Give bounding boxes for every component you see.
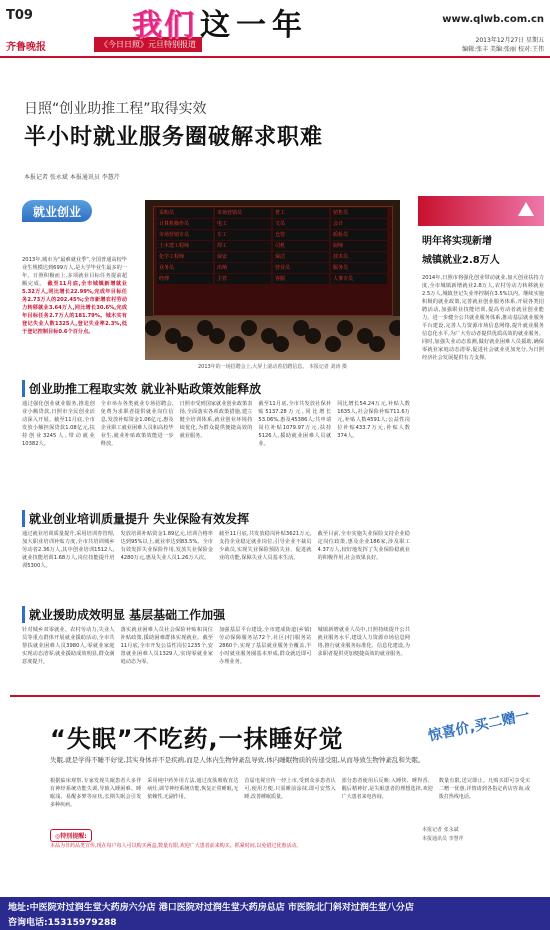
intro-highlight: 截至11月底,全市城镇新增就业5.32万人,同比增长22.99%,完成年目标任务2.73万人的202.45%;全市新增农村劳动力转移就业3.64万人,同比增长30.6%,完成年目标任务2.7万人的181.79%。城木实有登记失业人数1325人,登记失业率2.3%,低于登记控制目标0.6个百分点。 xyxy=(22,281,127,335)
person-silhouette xyxy=(229,336,245,352)
person-silhouette xyxy=(337,320,353,336)
person-silhouette xyxy=(369,336,385,352)
board-cell: 保安 xyxy=(215,252,271,262)
ad-footer xyxy=(0,897,550,930)
board-cell: 技术员 xyxy=(331,252,387,262)
person-silhouette xyxy=(389,320,400,336)
board-row xyxy=(157,241,389,251)
store-address: 地址:中医院对过润生堂大药房六分店 港口医院对过润生堂大药房总店 市医院北门斜对过润生堂八分店 xyxy=(8,903,414,913)
job-board xyxy=(153,206,393,316)
title-part2: 这一年 xyxy=(200,8,308,43)
board-cell: 会计 xyxy=(331,219,387,229)
crowd xyxy=(145,316,400,360)
board-cell: 客服 xyxy=(273,274,329,284)
section1-heading: 创业助推工程取实效 就业补贴政策效能释放 xyxy=(22,380,261,397)
warning-text: 本品为非药品类宣传,现在每户每人可以购买两盒,数量有限,欢迎广大患者前来购买。抓紧时间,以免错过优惠活动。 xyxy=(50,843,302,849)
board-cell: 销售员 xyxy=(331,208,387,218)
section2-body xyxy=(22,530,410,590)
ad-col: 首届电视宣传一经上市,受到众多患者认可,使用方便,只需睡前涂抹,即可安然入睡,改善睡眠质量。 xyxy=(244,778,336,800)
person-silhouette xyxy=(145,320,161,336)
board-cell: 焊工 xyxy=(215,241,271,251)
person-silhouette xyxy=(241,320,257,336)
board-cell: 仓管 xyxy=(273,230,329,240)
section3-body xyxy=(22,626,410,690)
phone-number: 咨询电话:15315979288 xyxy=(8,918,117,928)
board-cell: 车工 xyxy=(215,230,271,240)
advertisement xyxy=(10,695,540,895)
warning-tag: ◎特别提醒: xyxy=(50,829,92,842)
board-row xyxy=(157,219,389,229)
board-row xyxy=(157,274,389,284)
issue-date: 2013年12月27日 星期五 xyxy=(475,37,544,44)
article-headline: 半小时就业服务圈破解求职难 xyxy=(24,125,324,150)
section2-heading: 就业创业培训质量提升 失业保险有效发挥 xyxy=(22,510,249,527)
board-cell: 化学工程师 xyxy=(157,252,213,262)
sidebar-headline2: 城镇就业2.8万人 xyxy=(422,255,500,266)
board-cell: 服务员 xyxy=(331,263,387,273)
ad-lead: 失眠,就是学得不睡不好觉,其实身体并不是疾病,而是人体内生物钟紊乱导致,体内睡眠物质的传递受阻,从而导致生物钟紊乱和失眠。 xyxy=(50,756,425,764)
section1-col: 截至11月底,全市共发放社保补贴5137.28万元,同比增长53.06%,惠及45386人;共申请岗位补贴1079.97万元,扶持5126人,援助就业困难人员就业。 xyxy=(258,401,332,447)
ad-col: 数量有限,送完即止。凡购买即可享受买二赠一优惠,详情请到各指定药店咨询,或拨打热线电话。 xyxy=(438,778,531,800)
section1-col: 日照市受到国家就业创业政策表扬,全面落实各项政策措施,建立健全培训体系,就业创业环境持续优化,为群众提供便捷高效的就业服务。 xyxy=(179,401,253,439)
intro-text xyxy=(22,256,127,364)
editors-line: 编辑:张丰 美编:张丽 校对:王伟 xyxy=(462,46,544,53)
board-cell: 主管 xyxy=(215,274,271,284)
section3-heading: 就业援助成效明显 基层基础工作加强 xyxy=(22,606,225,623)
board-cell: 保洁 xyxy=(273,252,329,262)
board-cell: 人事专员 xyxy=(331,274,387,284)
board-cell: 土木建工程师 xyxy=(157,241,213,251)
board-cell: 出纳 xyxy=(215,263,271,273)
board-cell: 业务员 xyxy=(157,263,213,273)
section1-col: 通过强化创业就业服务,推进创业小额贷款,日照市全民创业活动深入开展。截至11月底,全市发放小额担保贷款1.08亿元,扶持创业3245人,带动就业10382人。 xyxy=(22,401,95,447)
section1-col: 全市举办各类就业专场招聘会,免费为求职者提供就业岗位信息,发放补贴资金1.06亿元,惠及企业职工就业困难人员和高校毕业生,就业补贴政策效能进一步释放。 xyxy=(100,401,174,447)
article-kicker: 日照“创业助推工程”取得实效 xyxy=(24,101,207,117)
person-silhouette xyxy=(177,336,193,352)
section3-col: 城镇新增就业人员中,日照持续提升公共就业服务水平,建设人力资源市场信息网络,推行就业服务标准化、信息化建设,为求职者提供更加便捷高效的就业服务。 xyxy=(317,627,410,657)
board-cell: 电工 xyxy=(215,219,271,229)
special-title xyxy=(132,6,308,43)
sidebar-text: 2014年,日照市将强化创业带动就业,加大创业扶持力度,全市城镇新增就业2.8万人,农村劳动力转移就业2.5万人,城镇登记失业率控制在3.5%以内。继续实施积极的就业政策,完善就业创业服务体系,开展各类招聘活动,加强职业技能培训,提高劳动者就业创业能力。进一步健全公共就业服务体系,推动基层就业服务平台建设,完善人力资源市场信息网络,提升就业服务信息化水平,为广大劳动者提供优质高效的就业服务。同时,加强失业动态监测,做好就业困难人员援助,确保零就业家庭动态清零,促进社会就业更加充分,为日照经济社会发展提供有力支撑。 xyxy=(422,275,544,361)
sidebar-graphic xyxy=(418,196,544,226)
person-silhouette xyxy=(273,336,289,352)
newspaper-logo: 齐鲁晚报 xyxy=(6,42,46,53)
ad-promo: 惊喜价,买二赠一 xyxy=(426,707,531,745)
board-cell: 计算机操作员 xyxy=(157,219,213,229)
ad-col: 部分患者使用后反映:入睡快、睡得香、醒后精神好,是失眠患者的理想选择,欢迎广大患者来电咨询。 xyxy=(341,778,433,800)
supplement-tag: 《今日日照》元旦特别报道 xyxy=(94,37,202,52)
section1-col: 同比增长54.24万元,补贴人数1635人,社会保险补贴711.6万元,补贴人数4591人;公益性岗位补贴433.7万元,补贴人数374人。 xyxy=(337,401,410,439)
board-cell: 厨师 xyxy=(331,241,387,251)
board-cell: 普工 xyxy=(273,208,329,218)
board-row xyxy=(157,252,389,262)
board-row xyxy=(157,208,389,218)
board-row xyxy=(157,263,389,273)
section2-col: 截至11月底,共发放稳岗补贴3621万元,支持企业稳定就业岗位,引导企业不裁员少裁员,实现失业保险预防失业、促进就业的功能,保障失业人员基本生活。 xyxy=(219,531,312,561)
page-number: T09 xyxy=(6,8,33,23)
board-cell: 质检员 xyxy=(331,230,387,240)
sidebar-headline1: 明年将实现新增 xyxy=(422,236,492,247)
board-cell: 市场营销专员 xyxy=(157,230,213,240)
board-cell: 文员 xyxy=(273,219,329,229)
person-silhouette xyxy=(209,328,225,344)
photo-caption: 2013年的一场招聘会上,大屏上滚动着招聘信息。 本报记者 刘涛 摄 xyxy=(197,364,348,370)
section3-col: 针对城乡双零就业、农村劳动力,失业人员等重点群体开展就业援助活动,全市共帮扶就业困难人员3980人,零就业家庭实现动态清零,就业援助成效明显,群众满意度提升。 xyxy=(22,627,115,665)
board-row xyxy=(157,230,389,240)
ad-title: “失眠”不吃药,一抹睡好觉 xyxy=(50,725,344,753)
title-part1: 我们 xyxy=(132,8,196,43)
board-cell: 市场营销员 xyxy=(215,208,271,218)
recruitment-photo xyxy=(145,200,400,360)
board-cell: 营业员 xyxy=(273,263,329,273)
sidebar-byline: 本报记者 张永斌 xyxy=(422,827,459,833)
section2-col: 通过就业培训质量提升,采用培训券管理,加大职业培训补贴力度,全市共培训城乡劳动者2.36万人,其中创业培训1512人,就业技能培训1.68万人,岗位技能提升培训5300人。 xyxy=(22,531,115,569)
up-arrow-icon xyxy=(518,202,534,216)
ad-columns xyxy=(50,777,530,825)
article-byline: 本报记者 张永斌 本报通讯员 李慧芹 xyxy=(24,174,120,181)
ad-col: 根据临床观察,专家发现失眠患者大多伴有神经系统功能失调,导致入睡困难、睡眠浅、易醒多梦等症状,长期失眠会引发多种疾病。 xyxy=(50,778,142,808)
masthead xyxy=(0,0,550,58)
section2-col: 截至目前,全市实施失业保险支持企业稳定岗位政策,惠及企业186家,涉及职工4.37万人,较好地发挥了失业保险稳就业的积极作用,社会效果良好。 xyxy=(317,531,410,561)
section-tag: 就业创业 xyxy=(22,200,92,222)
board-cell: 司机 xyxy=(273,241,329,251)
section1-body xyxy=(22,400,410,488)
person-silhouette xyxy=(325,336,341,352)
board-cell: 采购员 xyxy=(157,208,213,218)
site-url: www.qlwb.com.cn xyxy=(442,14,544,25)
section3-col: 落实就业困难人员社会保险补贴和岗位补贴政策,援助困难群体实现就业。截至11月底,全市开发公益性岗位1235个,安置就业困难人员1329人,实现零就业家庭动态为零。 xyxy=(120,627,213,665)
intro-paragraph: 2013年,城市为“最难就业季”,全国普通高校毕业生规模达到699万人,是大学毕业生最多的一年。日照积极而上,多项就业目标任务提前超额完成。 xyxy=(22,257,127,287)
section2-col: 发放培训补贴资金1.89亿元,培训合格率达到95%以上,就业率达到83.5%。全市有效发挥失业保险作用,发放失业保险金4280万元,惠及失业人员1.26万人次。 xyxy=(120,531,213,561)
person-silhouette xyxy=(305,328,321,344)
ad-col: 采用纯中药外用方法,通过皮肤吸收直达病灶,调节神经系统功能,恢复正常睡眠,无依赖性,无副作用。 xyxy=(147,778,239,800)
board-cell: 经理 xyxy=(157,274,213,284)
section3-col: 加强基层平台建设,全市建成街道(乡镇)劳动保障服务站72个,社区(村)服务站2860个,实现了基层就业服务全覆盖,半小时就业服务圈基本形成,群众就近即可办理业务。 xyxy=(219,627,312,665)
sidebar-byline2: 本报通讯员 李慧芹 xyxy=(422,836,464,842)
